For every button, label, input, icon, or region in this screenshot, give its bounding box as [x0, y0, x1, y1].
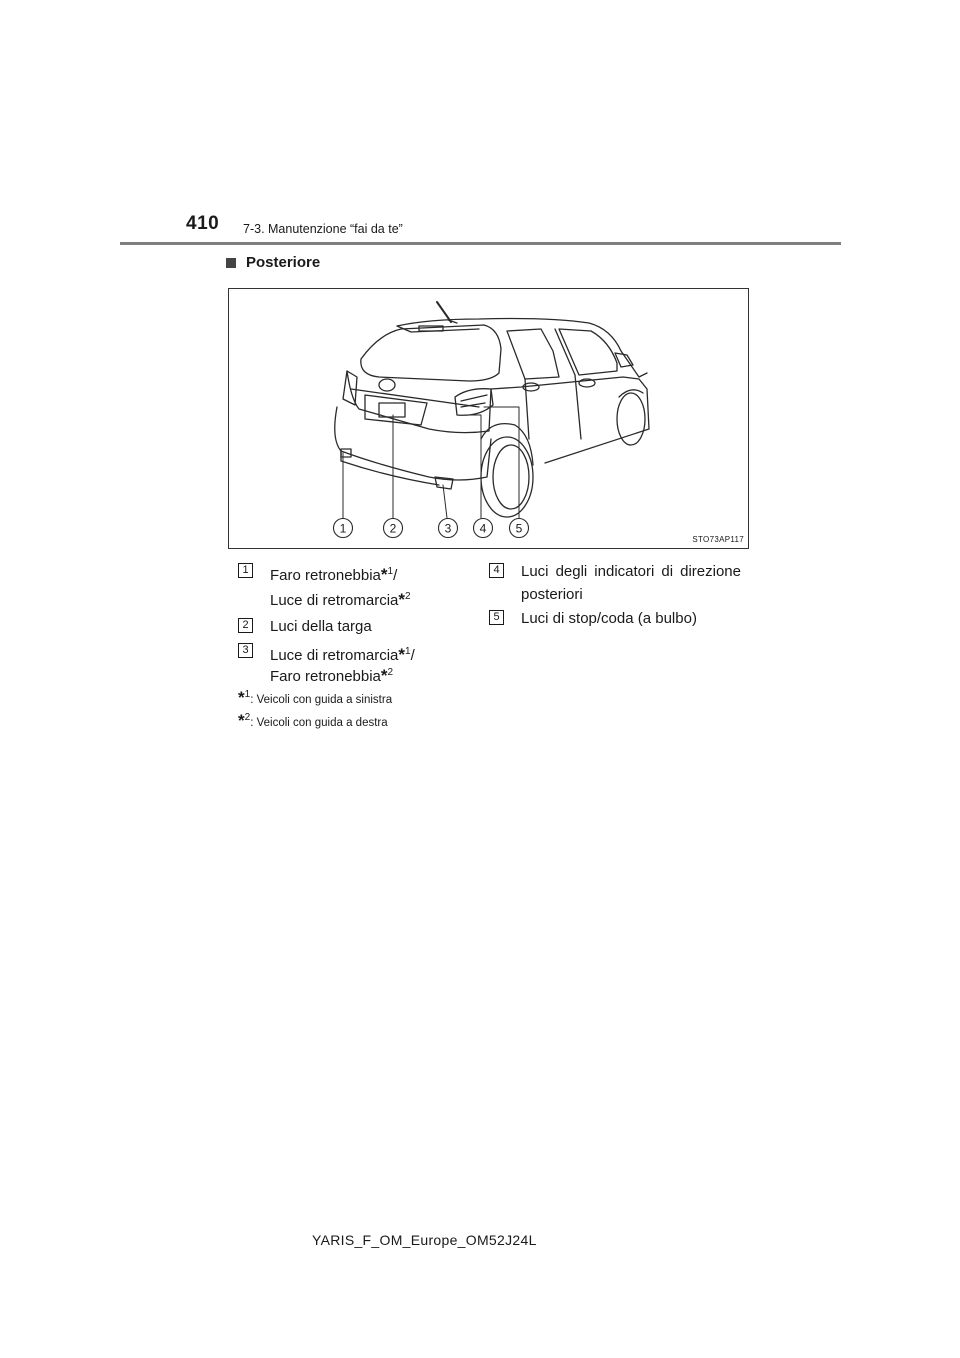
section-title: 7-3. Manutenzione “fai da te”	[243, 222, 403, 236]
rear-car-figure	[228, 288, 749, 549]
front-side-window	[559, 329, 617, 375]
legend-text: Luci di stop/coda (a bulbo)	[521, 610, 697, 627]
page-number: 410	[186, 213, 220, 234]
figure-code: STO73AP117	[692, 535, 744, 544]
license-plate	[379, 403, 405, 417]
legend-number: 1	[238, 563, 253, 578]
callout-5: 5	[515, 521, 523, 536]
callout-circles	[334, 519, 529, 538]
legend-text: Faro retronebbia	[270, 567, 381, 584]
footnote-ref: 2	[405, 591, 411, 602]
right-tail-lamp	[455, 389, 493, 416]
antenna	[437, 302, 451, 322]
rear-window	[361, 325, 501, 381]
legend-text: Luci della targa	[270, 618, 372, 635]
legend-text: Luce di retromarcia	[270, 647, 399, 664]
square-bullet-icon	[226, 258, 236, 268]
legend-number: 2	[238, 618, 253, 633]
legend-text: Luce di retromarcia	[270, 592, 399, 609]
rear-wheel	[481, 437, 533, 517]
legend-item-4	[489, 560, 741, 608]
footnote-1: *$^1$: Veicoli con guida a sinistra	[238, 688, 393, 707]
callout-2: 2	[389, 521, 397, 536]
rear-bumper	[335, 407, 491, 480]
callout-4: 4	[479, 521, 487, 536]
legend-item-1: 1 Faro retronebbia*$^1$/ Luce di retromarcia*$^2$	[238, 560, 468, 610]
callout-leaders	[343, 407, 519, 518]
footnote-2: *$^2$: Veicoli con guida a destra	[238, 711, 388, 730]
asterisk-icon: *	[398, 645, 406, 664]
front-wheel	[617, 393, 645, 445]
asterisk-icon: *	[238, 688, 245, 707]
legend-number: 3	[238, 643, 253, 658]
callout-1: 1	[339, 521, 347, 536]
car-rear-illustration	[229, 289, 748, 548]
asterisk-icon: *	[398, 590, 406, 609]
asterisk-icon: *	[380, 565, 388, 584]
rear-side-window	[507, 329, 559, 379]
side-body	[491, 377, 649, 463]
legend-number: 4	[489, 563, 504, 578]
legend-text: Luci degli indicatori di direzione posteriori	[521, 563, 741, 603]
footer-document-code: YARIS_F_OM_Europe_OM52J24L	[312, 1232, 537, 1248]
asterisk-icon: *	[380, 666, 388, 685]
legend-item-5	[489, 607, 741, 631]
plate-recess	[365, 395, 427, 425]
logo-emblem	[379, 379, 395, 391]
subheading-text: Posteriore	[246, 254, 321, 271]
legend-number: 5	[489, 610, 504, 625]
callout-3: 3	[444, 521, 452, 536]
legend-text: Faro retronebbia	[270, 668, 381, 685]
subheading	[226, 254, 320, 271]
footnote-ref: 1	[405, 646, 411, 657]
side-mirror	[615, 353, 633, 367]
legend-item-3: 3 Luce di retromarcia*$^1$/ Faro retronebbia*$^2$	[238, 640, 468, 688]
footnote-ref: 2	[387, 667, 394, 678]
header-rule	[120, 242, 841, 245]
asterisk-icon: *	[238, 711, 245, 730]
footnote-ref: 1	[387, 566, 394, 577]
legend-item-2	[238, 615, 468, 639]
